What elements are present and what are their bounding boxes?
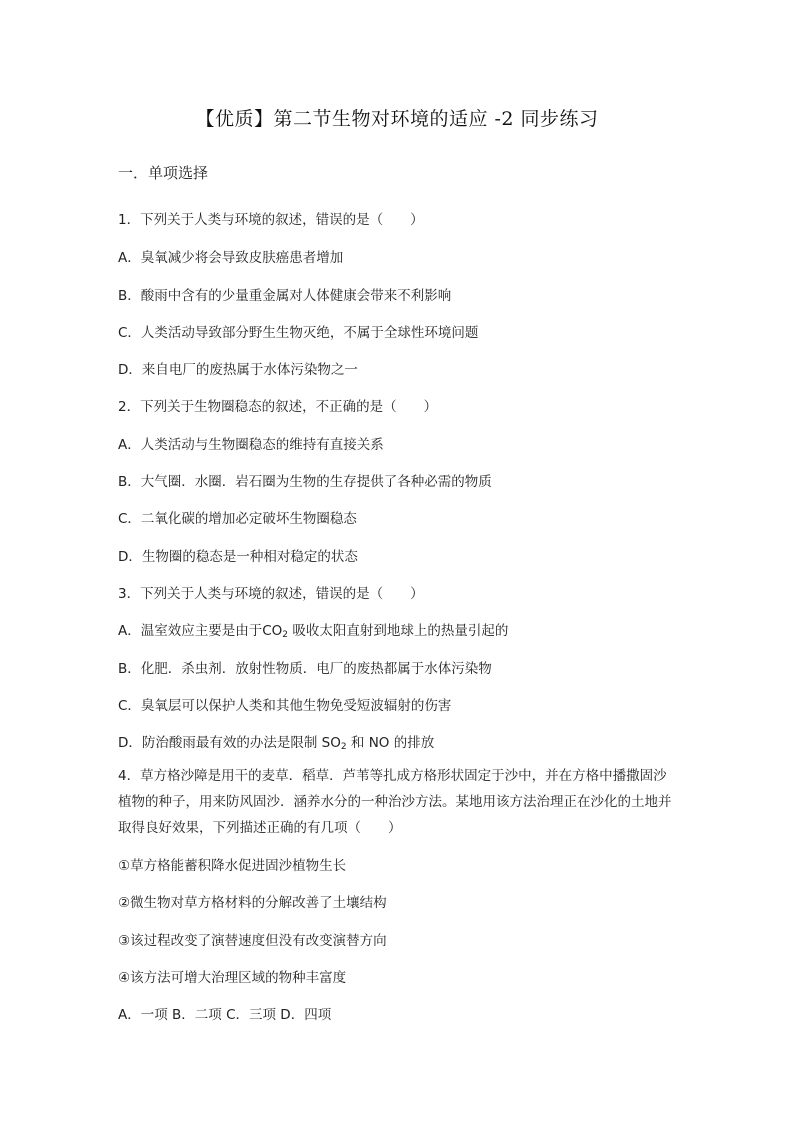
question-1-option-b: B．酸雨中含有的少量重金属对人体健康会带来不利影响: [118, 288, 452, 304]
question-3-stem: 3．下列关于人类与环境的叙述，错误的是（ ）: [118, 586, 424, 602]
question-1-option-d: D．来自电厂的废热属于水体污染物之一: [118, 362, 358, 378]
question-1-option-a: A．臭氧减少将会导致皮肤癌患者增加: [118, 250, 344, 266]
question-1-stem: 1．下列关于人类与环境的叙述，错误的是（ ）: [118, 212, 424, 228]
question-2-option-a: A．人类活动与生物圈稳态的维持有直接关系: [118, 437, 384, 453]
option-a-text-end: 吸收太阳直射到地球上的热量引起的: [288, 623, 509, 639]
question-2-stem: 2．下列关于生物圈稳态的叙述，不正确的是（ ）: [118, 399, 438, 415]
question-3-option-c: C．臭氧层可以保护人类和其他生物免受短波辐射的伤害: [118, 698, 452, 714]
subscript: 2: [282, 630, 289, 640]
subscript: 2: [340, 742, 347, 752]
question-4-stem: 4．草方格沙障是用干的麦草．稻草．芦苇等扎成方格形状固定于沙中，并在方格中播撒固沙植物的种子，用来防风固沙．涵养水分的一种治沙方法。某地用该方法治理正在沙化的土地并取得良好效果，下列描述正确的有几项（ ）: [118, 768, 672, 836]
question-2-option-d: D．生物圈的稳态是一种相对稳定的状态: [118, 549, 358, 565]
option-d-text-end: 和 NO 的排放: [346, 735, 435, 751]
question-2-option-b: B．大气圈．水圈．岩石圈为生物的生存提供了各种必需的物质: [118, 474, 492, 490]
question-2-option-c: C．二氧化碳的增加必定破坏生物圈稳态: [118, 511, 357, 527]
question-4-options: A．一项 B．二项 C．三项 D．四项: [118, 1007, 332, 1023]
option-a-text: A．温室效应主要是由于CO: [118, 623, 283, 639]
section-heading: 一．单项选择: [118, 164, 209, 182]
question-3-option-a: [118, 619, 508, 640]
option-d-text: D．防治酸雨最有效的办法是限制 SO: [118, 735, 341, 751]
question-3-option-d: [118, 731, 434, 752]
question-4-statement-1: ①草方格能蓄积降水促进固沙植物生长: [118, 858, 347, 874]
question-3-option-b: B．化肥．杀虫剂．放射性物质．电厂的废热都属于水体污染物: [118, 661, 492, 677]
question-4-statement-4: ④该方法可增大治理区域的物种丰富度: [118, 970, 347, 986]
page-title: 【优质】第二节生物对环境的适应 -2 同步练习: [195, 108, 599, 130]
question-4-statement-2: ②微生物对草方格材料的分解改善了土壤结构: [118, 895, 387, 911]
question-1-option-c: C．人类活动导致部分野生生物灭绝，不属于全球性环境问题: [118, 325, 479, 341]
question-4-statement-3: ③该过程改变了演替速度但没有改变演替方向: [118, 933, 387, 949]
